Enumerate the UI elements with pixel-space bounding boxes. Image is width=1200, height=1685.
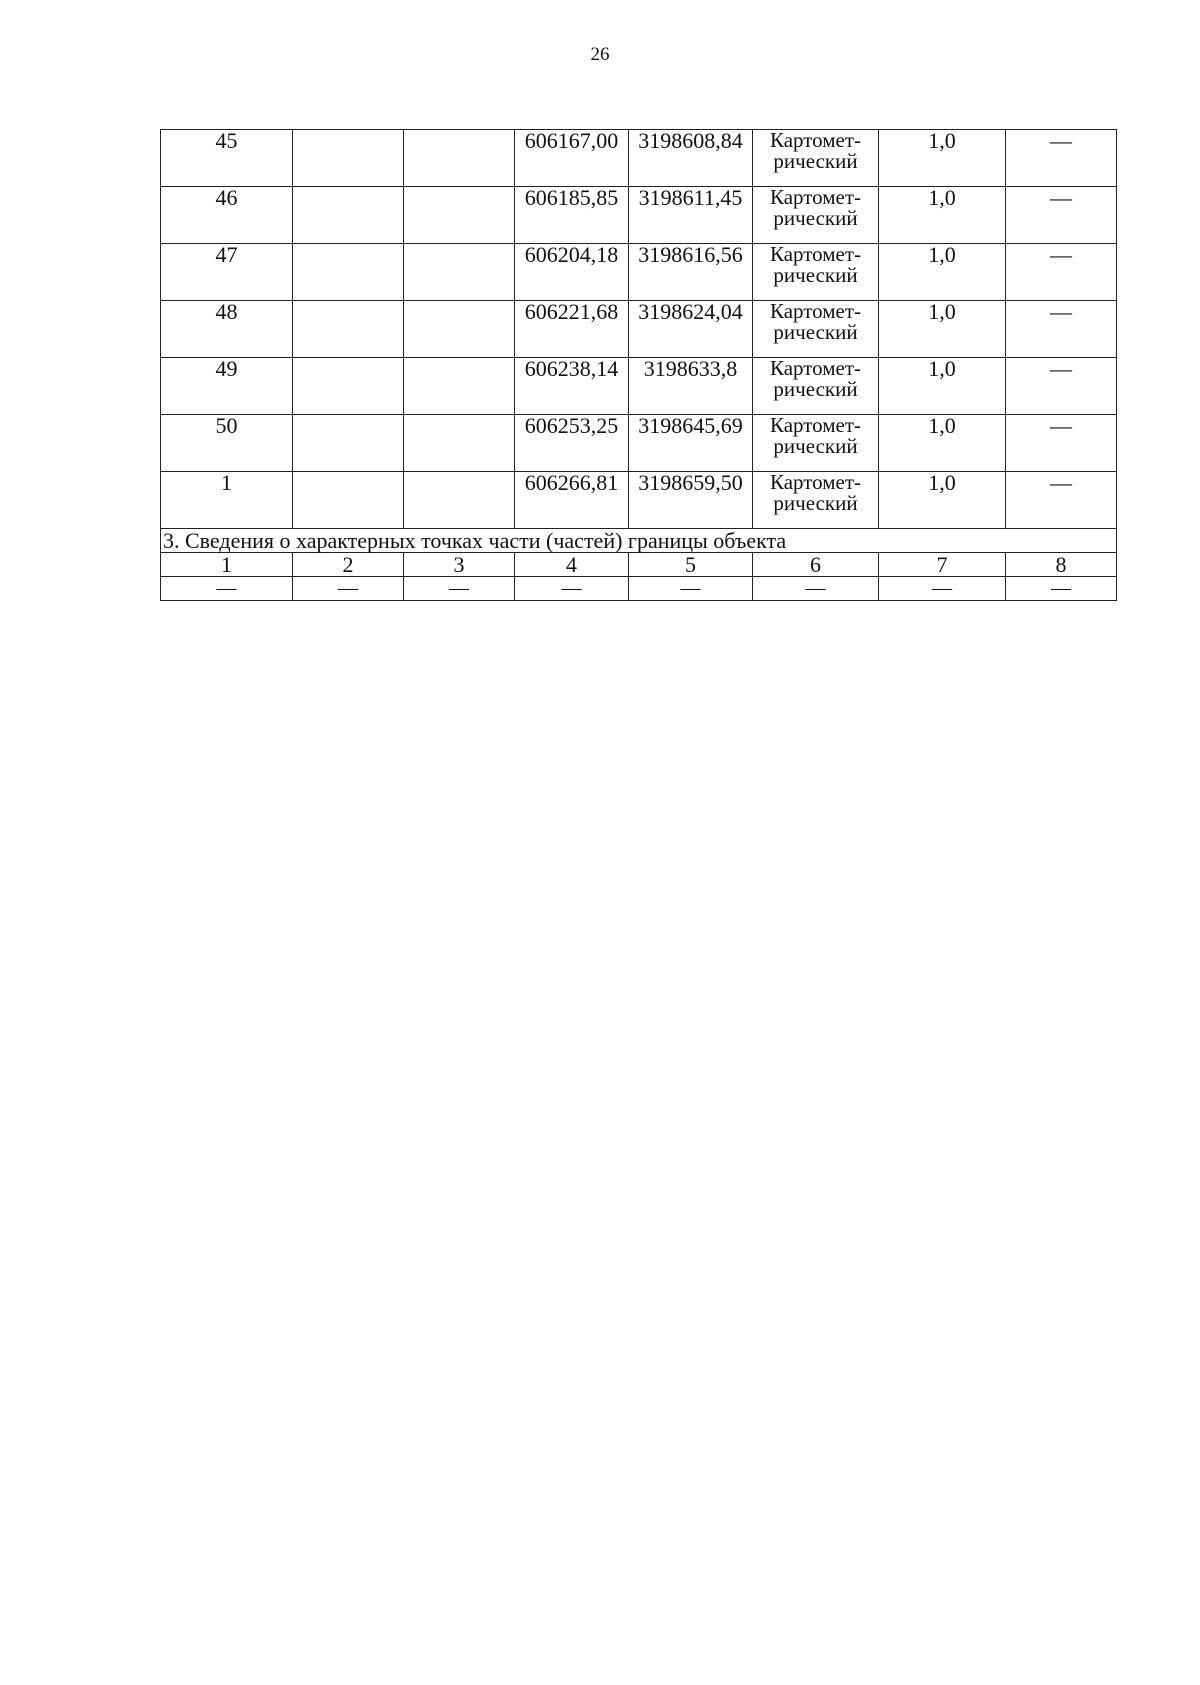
empty-cell — [404, 130, 515, 187]
section-3-row — [161, 529, 1117, 553]
table-row — [161, 244, 1117, 301]
precision-value: 1,0 — [879, 415, 1006, 472]
column-number-7: 7 — [879, 553, 1006, 577]
section-3-empty-row — [161, 577, 1117, 601]
table-row — [161, 301, 1117, 358]
description-cell: — — [1006, 244, 1117, 301]
point-number: 47 — [161, 244, 293, 301]
point-number: 1 — [161, 472, 293, 529]
table-row — [161, 472, 1117, 529]
description-cell: — — [1006, 415, 1117, 472]
y-coordinate: 3198633,8 — [629, 358, 753, 415]
table-row — [161, 187, 1117, 244]
point-number: 50 — [161, 415, 293, 472]
x-coordinate: 606266,81 — [515, 472, 629, 529]
description-cell: — — [1006, 187, 1117, 244]
description-cell: — — [1006, 358, 1117, 415]
precision-value: 1,0 — [879, 472, 1006, 529]
precision-value: 1,0 — [879, 244, 1006, 301]
description-cell: — — [1006, 301, 1117, 358]
x-coordinate: 606221,68 — [515, 301, 629, 358]
empty-cell-8: — — [1006, 577, 1117, 601]
y-coordinate: 3198611,45 — [629, 187, 753, 244]
point-number: 46 — [161, 187, 293, 244]
empty-cell — [293, 301, 404, 358]
empty-cell — [293, 472, 404, 529]
column-number-6: 6 — [753, 553, 879, 577]
x-coordinate: 606185,85 — [515, 187, 629, 244]
column-number-5: 5 — [629, 553, 753, 577]
table-row — [161, 130, 1117, 187]
empty-cell-5: — — [629, 577, 753, 601]
empty-cell — [404, 415, 515, 472]
empty-cell — [404, 187, 515, 244]
column-number-1: 1 — [161, 553, 293, 577]
empty-cell — [293, 358, 404, 415]
empty-cell-1: — — [161, 577, 293, 601]
empty-cell — [293, 415, 404, 472]
description-cell: — — [1006, 472, 1117, 529]
method-cell: Картомет-рический — [753, 244, 879, 301]
page-number: 26 — [590, 44, 610, 65]
empty-cell-4: — — [515, 577, 629, 601]
empty-cell — [404, 301, 515, 358]
method-cell: Картомет-рический — [753, 301, 879, 358]
method-cell: Картомет-рический — [753, 130, 879, 187]
method-cell: Картомет-рический — [753, 187, 879, 244]
precision-value: 1,0 — [879, 358, 1006, 415]
y-coordinate: 3198624,04 — [629, 301, 753, 358]
empty-cell-3: — — [404, 577, 515, 601]
point-number: 45 — [161, 130, 293, 187]
x-coordinate: 606253,25 — [515, 415, 629, 472]
empty-cell — [293, 187, 404, 244]
precision-value: 1,0 — [879, 187, 1006, 244]
table-row — [161, 358, 1117, 415]
y-coordinate: 3198608,84 — [629, 130, 753, 187]
empty-cell — [293, 130, 404, 187]
empty-cell — [404, 358, 515, 415]
y-coordinate: 3198616,56 — [629, 244, 753, 301]
empty-cell — [404, 472, 515, 529]
x-coordinate: 606204,18 — [515, 244, 629, 301]
x-coordinate: 606238,14 — [515, 358, 629, 415]
column-number-4: 4 — [515, 553, 629, 577]
boundary-points-table — [160, 129, 1117, 601]
column-number-8: 8 — [1006, 553, 1117, 577]
y-coordinate: 3198659,50 — [629, 472, 753, 529]
section-3-title: 3. Сведения о характерных точках части (частей) границы объекта — [161, 529, 1117, 553]
method-cell: Картомет-рический — [753, 415, 879, 472]
point-number: 48 — [161, 301, 293, 358]
empty-cell — [404, 244, 515, 301]
section-3-header-row — [161, 553, 1117, 577]
empty-cell — [293, 244, 404, 301]
x-coordinate: 606167,00 — [515, 130, 629, 187]
method-cell: Картомет-рический — [753, 358, 879, 415]
empty-cell-7: — — [879, 577, 1006, 601]
column-number-2: 2 — [293, 553, 404, 577]
description-cell: — — [1006, 130, 1117, 187]
precision-value: 1,0 — [879, 130, 1006, 187]
method-cell: Картомет-рический — [753, 472, 879, 529]
empty-cell-6: — — [753, 577, 879, 601]
table-row — [161, 415, 1117, 472]
precision-value: 1,0 — [879, 301, 1006, 358]
y-coordinate: 3198645,69 — [629, 415, 753, 472]
empty-cell-2: — — [293, 577, 404, 601]
point-number: 49 — [161, 358, 293, 415]
point-rows — [161, 130, 1117, 529]
column-number-3: 3 — [404, 553, 515, 577]
